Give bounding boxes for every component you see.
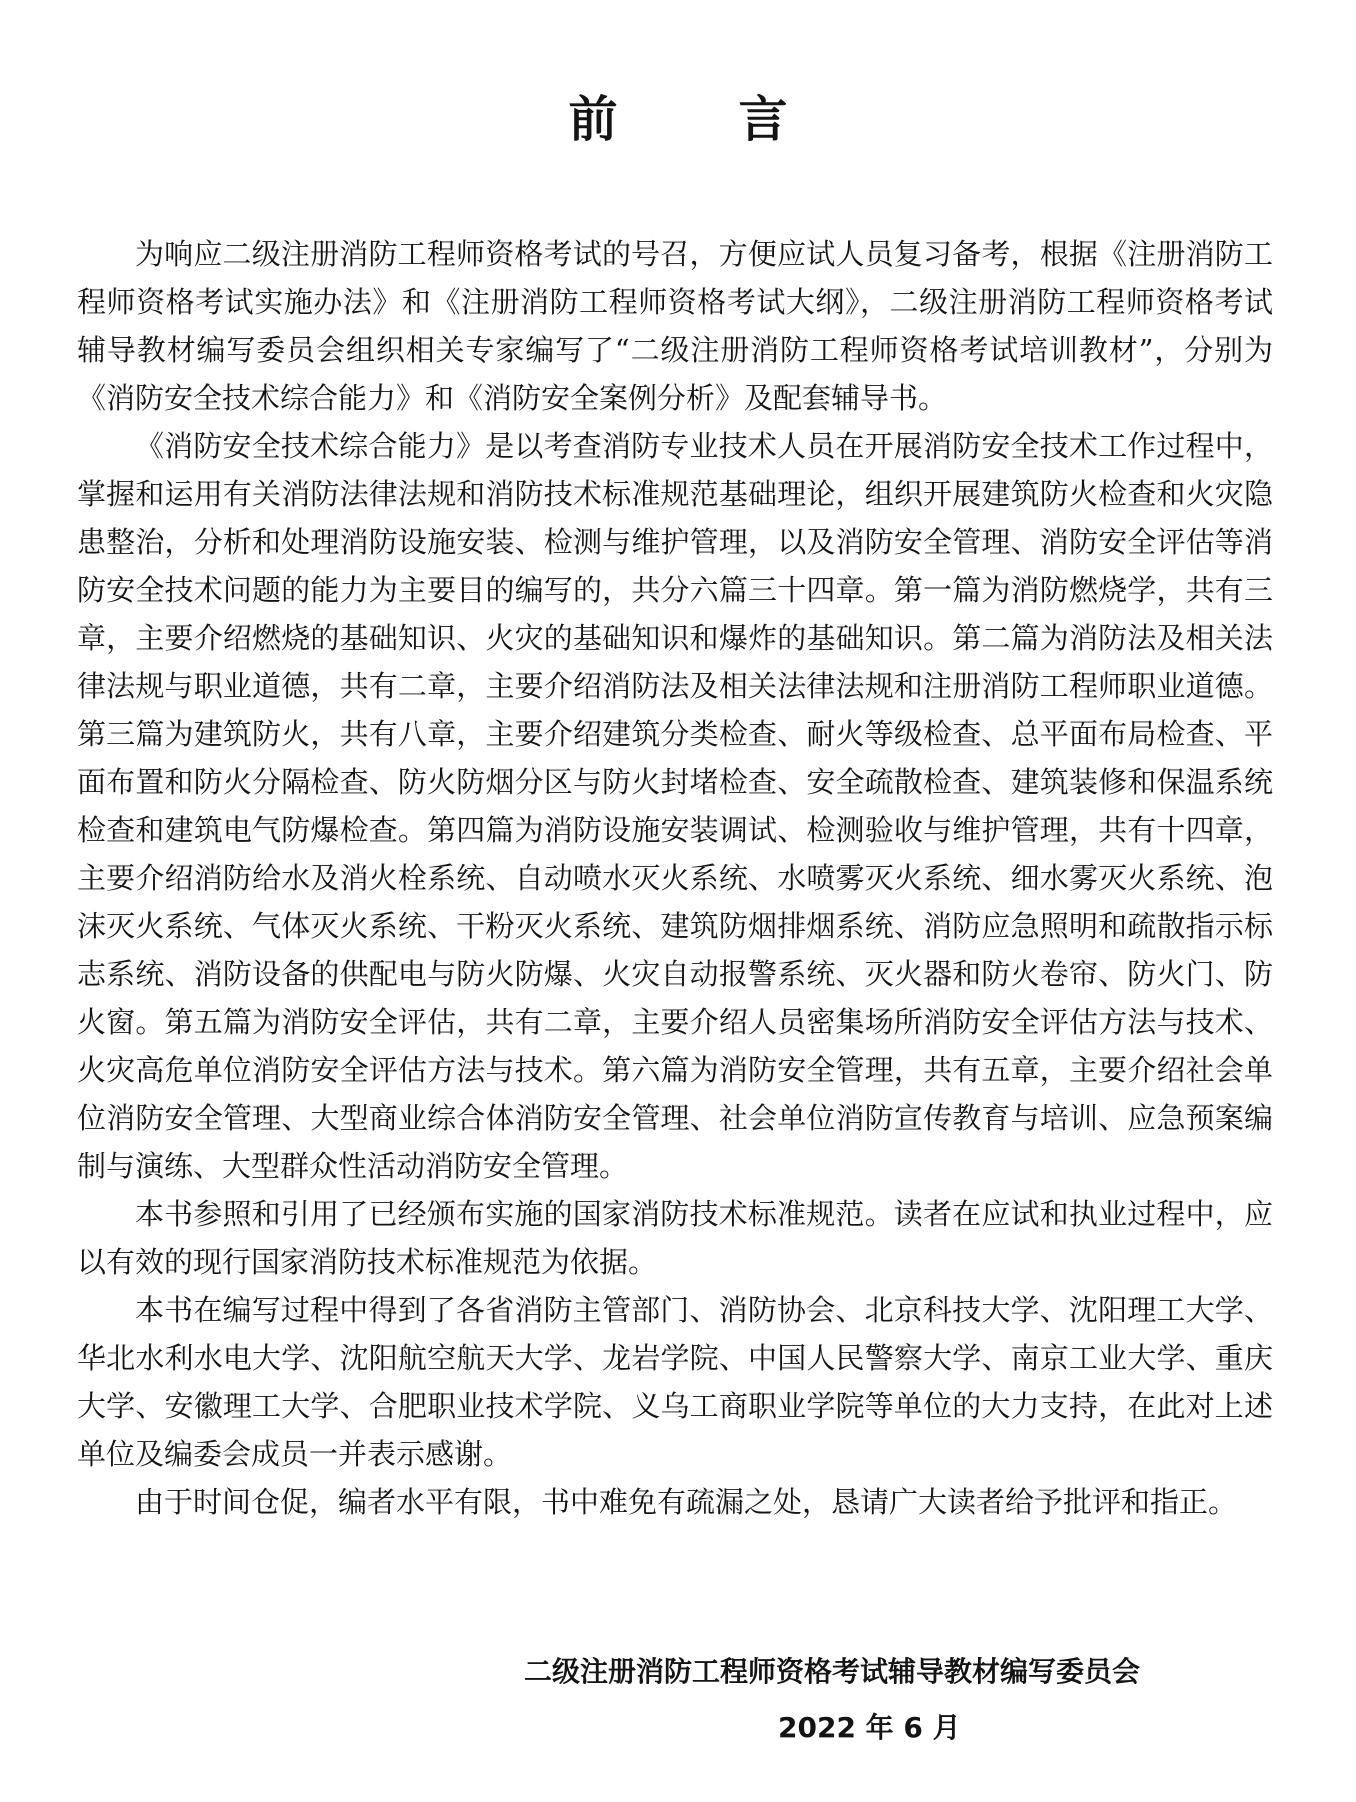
paragraph-1: 为响应二级注册消防工程师资格考试的号召，方便应试人员复习备考，根据《注册消防工程师资格考试实施办法》和《注册消防工程师资格考试大纲》，二级注册消防工程师资格考试辅导教材编写委员会组织相关专家编写了“二级注册消防工程师资格考试培训教材”，分别为《消防安全技术综合能力》和《消防安全案例分析》及配套辅导书。 [77, 237, 1273, 415]
paragraph-5: 由于时间仓促，编者水平有限，书中难免有疏漏之处，恳请广大读者给予批评和指正。 [135, 1485, 1238, 1519]
preface-body [77, 230, 1273, 1526]
page-title: 前 言 [568, 91, 840, 148]
paragraph-3: 本书参照和引用了已经颁布实施的国家消防技术标准规范。读者在应试和执业过程中，应以有效的现行国家消防技术标准规范为依据。 [77, 1197, 1273, 1279]
signature-organization: 二级注册消防工程师资格考试辅导教材编写委员会 [524, 1655, 1141, 1688]
paragraph-4: 本书在编写过程中得到了各省消防主管部门、消防协会、北京科技大学、沈阳理工大学、华北水利水电大学、沈阳航空航天大学、龙岩学院、中国人民警察大学、南京工业大学、重庆大学、安徽理工大学、合肥职业技术学院、义乌工商职业学院等单位的大力支持，在此对上述单位及编委会成员一并表示感谢。 [77, 1293, 1273, 1471]
signature-date: 2022 年 6 月 [778, 1711, 961, 1744]
paragraph-2: 《消防安全技术综合能力》是以考查消防专业技术人员在开展消防安全技术工作过程中，掌握和运用有关消防法律法规和消防技术标准规范基础理论，组织开展建筑防火检查和火灾隐患整治，分析和处理消防设施安装、检测与维护管理，以及消防安全管理、消防安全评估等消防安全技术问题的能力为主要目的编写的，共分六篇三十四章。第一篇为消防燃烧学，共有三章，主要介绍燃烧的基础知识、火灾的基础知识和爆炸的基础知识。第二篇为消防法及相关法律法规与职业道德，共有二章，主要介绍消防法及相关法律法规和注册消防工程师职业道德。第三篇为建筑防火，共有八章，主要介绍建筑分类检查、耐火等级检查、总平面布局检查、平面布置和防火分隔检查、防火防烟分区与防火封堵检查、安全疏散检查、建筑装修和保温系统检查和建筑电气防爆检查。第四篇为消防设施安装调试、检测验收与维护管理，共有十四章，主要介绍消防给水及消火栓系统、自动喷水灭火系统、水喷雾灭火系统、细水雾灭火系统、泡沫灭火系统、气体灭火系统、干粉灭火系统、建筑防烟排烟系统、消防应急照明和疏散指示标志系统、消防设备的供配电与防火防爆、火灾自动报警系统、灭火器和防火卷帘、防火门、防火窗。第五篇为消防安全评估，共有二章，主要介绍人员密集场所消防安全评估方法与技术、火灾高危单位消防安全评估方法与技术。第六篇为消防安全管理，共有五章，主要介绍社会单位消防安全管理、大型商业综合体消防安全管理、社会单位消防宣传教育与培训、应急预案编制与演练、大型群众性活动消防安全管理。 [77, 429, 1273, 1183]
